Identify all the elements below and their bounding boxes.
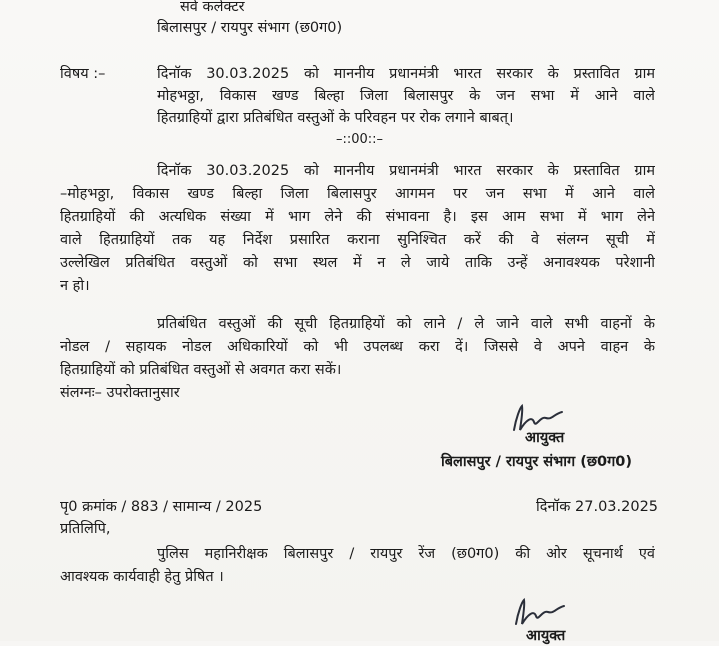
subject-label: विषय :– — [60, 66, 106, 82]
signature-scribble-2 — [510, 598, 570, 628]
para2-line-3: हितग्राहियों को प्रतिबंधित वस्तुओं से अवगत करा सकें। — [60, 362, 342, 378]
para1-line-6: न हो। — [60, 278, 90, 294]
endorsement-number: पृ0 क्रमांक / 883 / सामान्य / 2025 — [60, 499, 263, 515]
para1-line-5: उल्लेखिल प्रतिबंधित वस्तुओं को सभा स्थल में न ले जाये ताकि उन्हें अनावश्यक परेशानी — [60, 255, 655, 271]
subject-line-3: हितग्राहियों द्वारा प्रतिबंधित वस्तुओं के परिवहन पर रोक लगाने बाबत्। — [157, 110, 514, 126]
para2-line-2: नोडल / सहायक नोडल अधिकारियों को भी उपलब्ध करा दें। जिससे वे अपने वाहन के — [60, 339, 655, 355]
para1-line-4: वाले हितग्राहियों तक यह निर्देश प्रसारित कराना सुनिश्चित करें की वे संलग्न सूची में — [60, 232, 655, 248]
addressee-line-1: सर्व कलेक्टर — [180, 0, 245, 15]
signature2-title: आयुक्त — [526, 628, 566, 644]
para1-line-3: हितग्राहियों की अत्यधिक संख्या में भाग लेने की संभावना है। इस आम सभा में भाग लेने — [60, 209, 655, 225]
para1-line-2: –मोहभठ्ठा, विकास खण्ड बिल्हा जिला बिलासपुर आगमन पर जन सभा में आने वाले — [60, 186, 655, 202]
copy-line-1: पुलिस महानिरीक्षक बिलासपुर / रायपुर रेंज (छ0ग0) की ओर सूचनार्थ एवं — [157, 546, 655, 562]
copy-label: प्रतिलिपि, — [60, 521, 111, 537]
copy-line-2: आवश्यक कार्यवाही हेतु प्रेषित । — [60, 569, 224, 585]
subject-line-1: दिनॉक 30.03.2025 को माननीय प्रधानमंत्री भारत सरकार के प्रस्तावित ग्राम — [157, 66, 655, 82]
subject-separator: –::00::– — [336, 132, 384, 147]
para1-line-1: दिनॉक 30.03.2025 को माननीय प्रधानमंत्री भारत सरकार के प्रस्तावित ग्राम — [157, 163, 655, 179]
para2-line-1: प्रतिबंधित वस्तुओं की सूची हितग्राहियों को लाने / ले जाने वाले सभी वाहनों के — [157, 316, 655, 332]
signature1-office: बिलासपुर / रायपुर संभाग (छ0ग0) — [441, 454, 633, 470]
endorsement-date: दिनॉक 27.03.2025 — [536, 499, 659, 515]
addressee-line-2: बिलासपुर / रायपुर संभाग (छ0ग0) — [157, 20, 343, 36]
subject-line-2: मोहभठ्ठा, विकास खण्ड बिल्हा जिला बिलासपुर के जन सभा में आने वाले — [157, 88, 655, 104]
signature1-title: आयुक्त — [525, 430, 565, 446]
enclosure-line: संलग्नः– उपरोक्तानुसार — [60, 385, 180, 401]
